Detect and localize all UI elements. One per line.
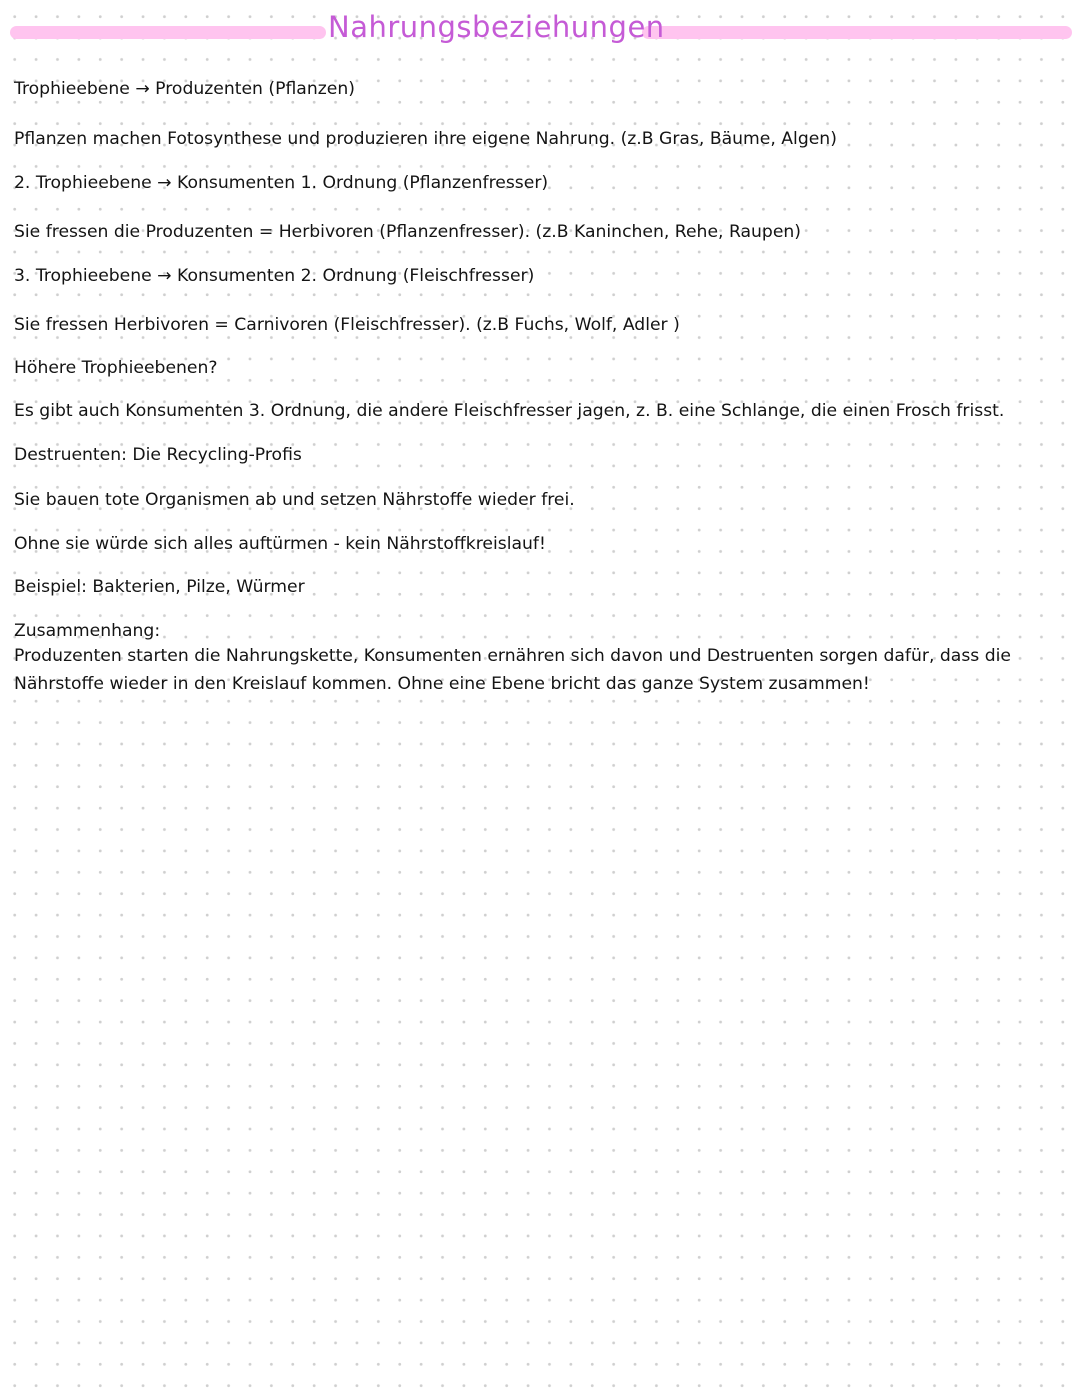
text-decomposers-role: Sie bauen tote Organismen ab und setzen Nährstoffe wieder frei. xyxy=(14,490,575,510)
title-highlight-right xyxy=(642,26,1072,39)
text-herbivores: Sie fressen die Produzenten = Herbivoren (Pflanzenfresser). (z.B Kaninchen, Rehe, Raupen) xyxy=(14,222,802,242)
heading-trophic-level-2: 2. Trophieebene → Konsumenten 1. Ordnung (Pflanzenfresser) xyxy=(14,173,549,193)
text-nutrient-cycle: Ohne sie würde sich alles auftürmen - kein Nährstoffkreislauf! xyxy=(14,534,546,554)
heading-decomposers: Destruenten: Die Recycling-Profis xyxy=(14,445,302,465)
title-row xyxy=(0,8,1080,56)
page-title: Nahrungsbeziehungen xyxy=(328,10,665,44)
heading-higher-levels: Höhere Trophieebenen? xyxy=(14,358,218,378)
heading-connection: Zusammenhang: xyxy=(14,621,161,641)
text-connection-summary: Produzenten starten die Nahrungskette, Konsumenten ernähren sich davon und Destruenten sorgen dafür, dass die Nährstoffe wieder in den Kreislauf kommen. Ohne eine Ebene bricht das ganze System zusammen! xyxy=(14,646,1011,694)
text-producers: Pflanzen machen Fotosynthese und produzieren ihre eigene Nahrung. (z.B Gras, Bäume, Algen) xyxy=(14,129,837,149)
title-highlight-left xyxy=(10,26,326,39)
text-higher-consumers: Es gibt auch Konsumenten 3. Ordnung, die andere Fleischfresser jagen, z. B. eine Schlange, die einen Frosch frisst. xyxy=(14,401,1005,421)
heading-trophic-level-1: Trophieebene → Produzenten (Pflanzen) xyxy=(14,79,355,99)
heading-trophic-level-3: 3. Trophieebene → Konsumenten 2. Ordnung (Fleischfresser) xyxy=(14,266,535,286)
text-carnivores: Sie fressen Herbivoren = Carnivoren (Fleischfresser). (z.B Fuchs, Wolf, Adler ) xyxy=(14,315,680,335)
text-decomposer-examples: Beispiel: Bakterien, Pilze, Würmer xyxy=(14,577,305,597)
